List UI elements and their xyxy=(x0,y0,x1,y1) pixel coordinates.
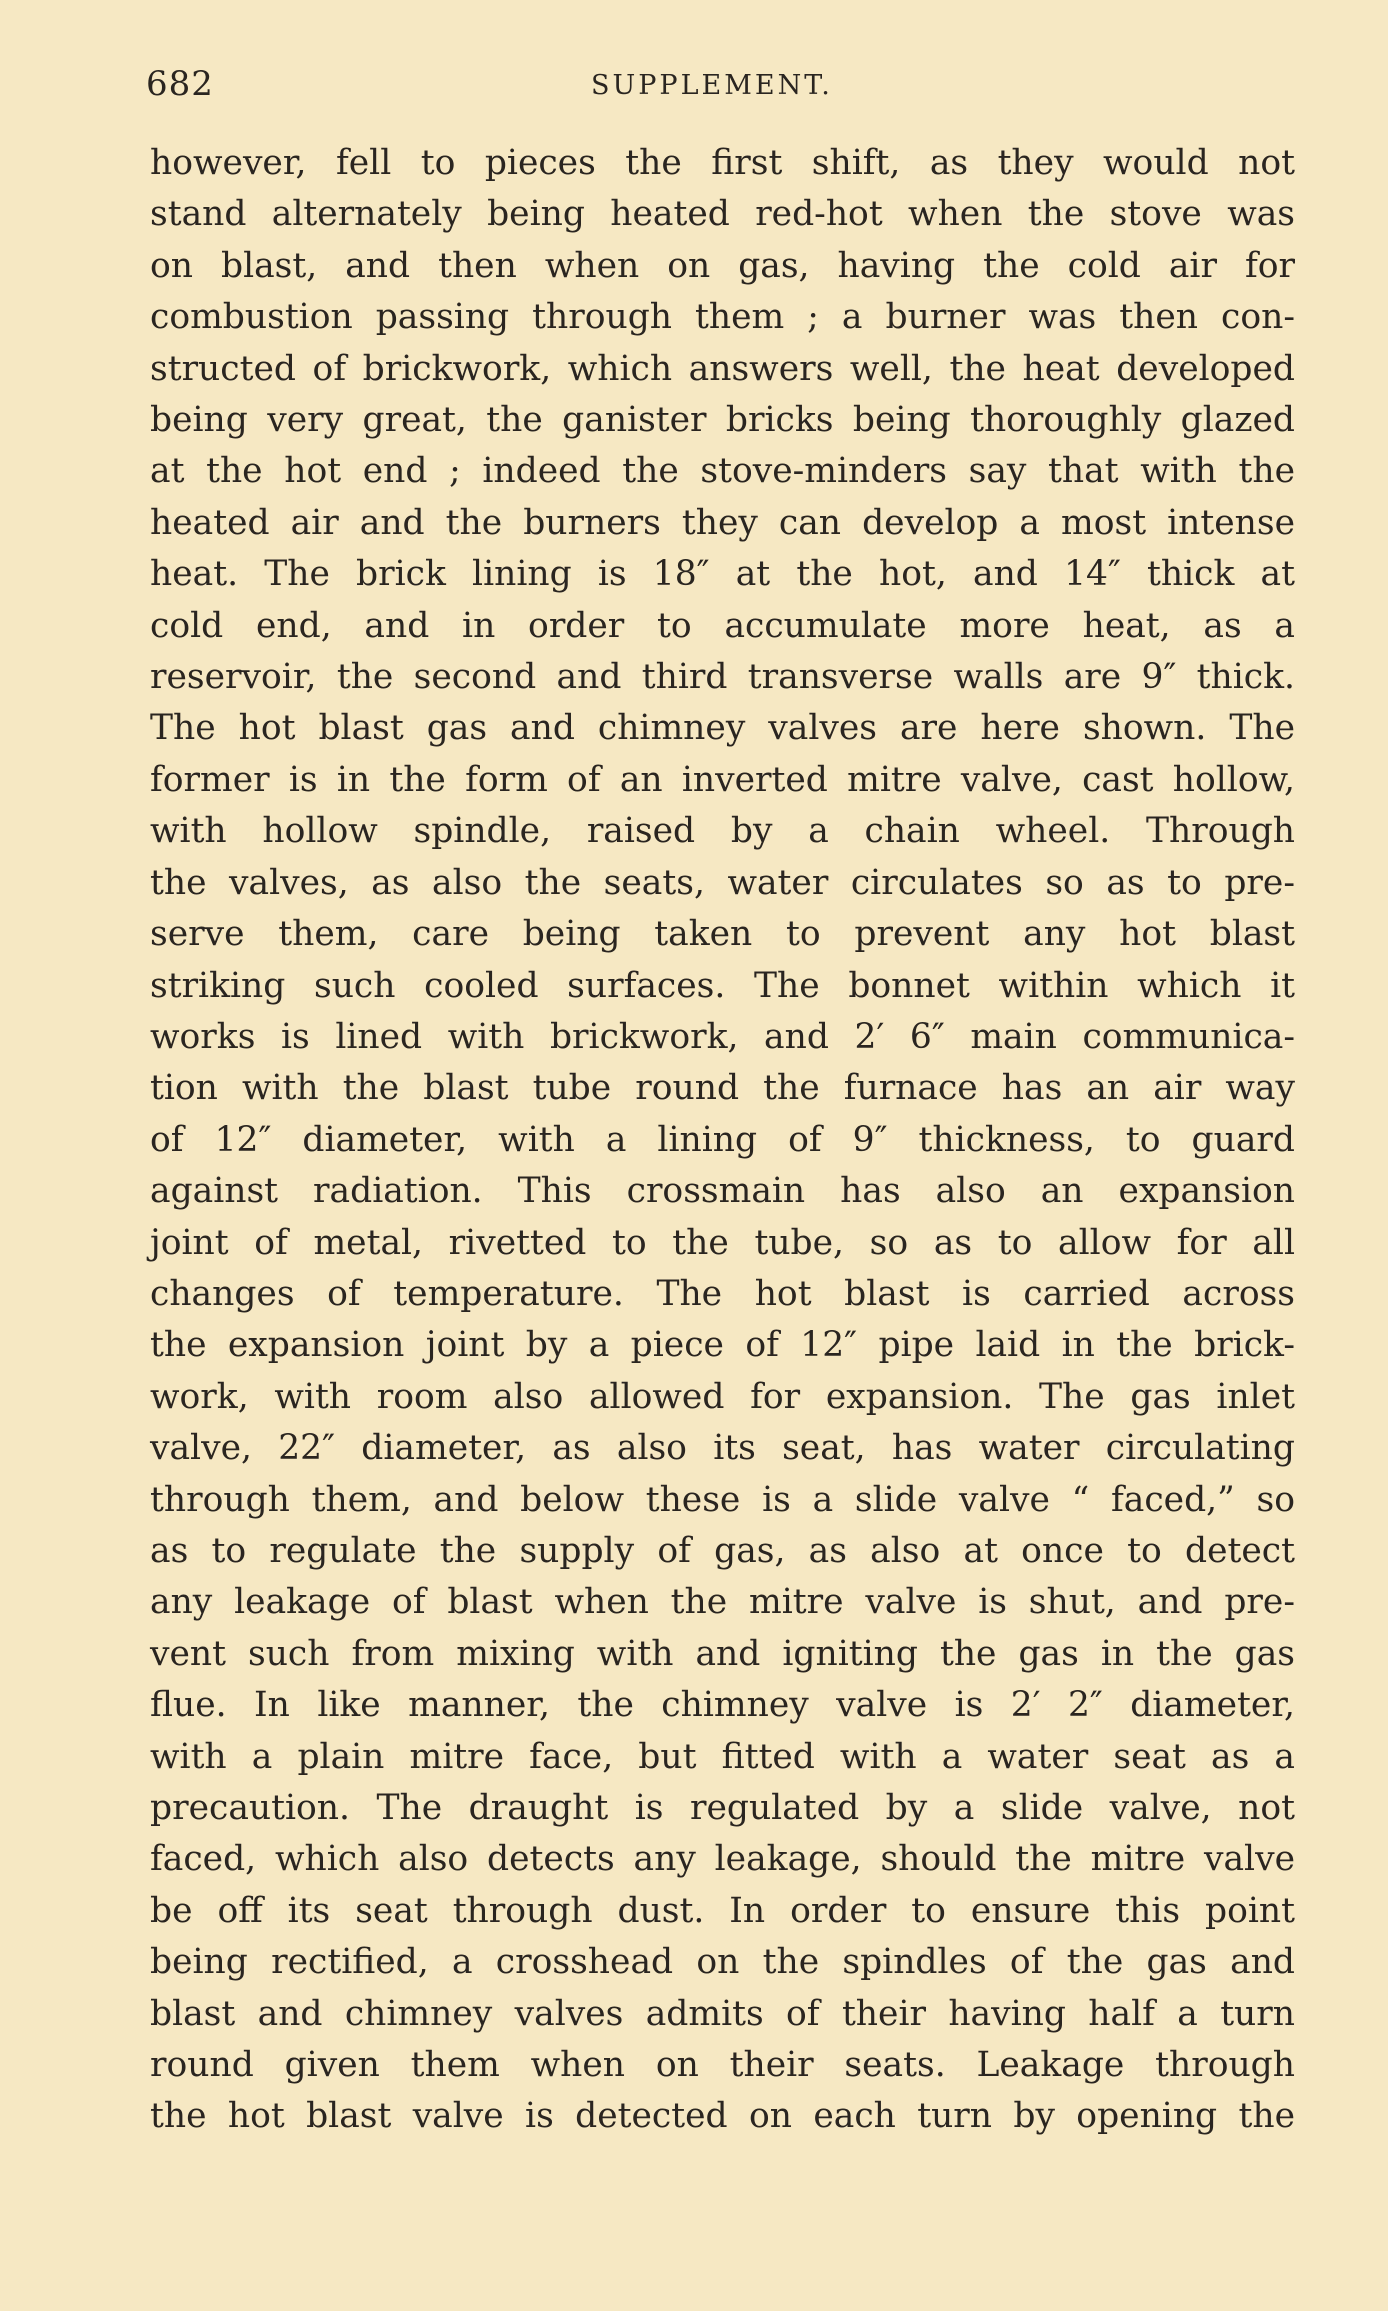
text-line: round given them when on their seats. Leakage through xyxy=(150,2045,1295,2086)
text-line: blast and chimney valves admits of their having half a turn xyxy=(150,1993,1295,2034)
text-line: the hot blast valve is detected on each turn by opening the xyxy=(150,2096,1295,2137)
text-line: stand alternately being heated red-hot when the stove was xyxy=(150,194,1295,235)
text-line: former is in the form of an inverted mitre valve, cast hollow, xyxy=(150,759,1295,800)
text-line: be off its seat through dust. In order to ensure this point xyxy=(150,1890,1295,1931)
text-line: tion with the blast tube round the furnace has an air way xyxy=(150,1068,1295,1109)
text-line: faced, which also detects any leakage, should the mitre valve xyxy=(150,1839,1295,1880)
text-line: reservoir, the second and third transverse walls are 9″ thick. xyxy=(150,657,1295,698)
text-line: as to regulate the supply of gas, as also at once to detect xyxy=(150,1530,1295,1571)
text-line: The hot blast gas and chimney valves are here shown. The xyxy=(150,708,1295,749)
text-line: the expansion joint by a piece of 12″ pipe laid in the brick- xyxy=(150,1325,1295,1366)
text-line: being very great, the ganister bricks being thoroughly glazed xyxy=(150,400,1295,441)
page-number: 682 xyxy=(146,64,214,104)
text-line: vent such from mixing with and igniting the gas in the gas xyxy=(150,1633,1295,1674)
text-line: with a plain mitre face, but fitted with a water seat as a xyxy=(150,1736,1295,1777)
text-line: with hollow spindle, raised by a chain wheel. Through xyxy=(150,811,1295,852)
text-line: valve, 22″ diameter, as also its seat, has water circulating xyxy=(150,1428,1295,1469)
text-line: on blast, and then when on gas, having the cold air for xyxy=(150,245,1295,286)
text-line: combustion passing through them ; a burner was then con- xyxy=(150,297,1295,338)
text-line: however, fell to pieces the first shift, as they would not xyxy=(150,143,1295,183)
text-line: any leakage of blast when the mitre valve is shut, and pre- xyxy=(150,1582,1295,1623)
text-line: at the hot end ; indeed the stove-minders say that with the xyxy=(150,451,1295,492)
page-header xyxy=(146,62,1296,106)
text-line: heat. The brick lining is 18″ at the hot, and 14″ thick at xyxy=(150,554,1295,595)
text-line: precaution. The draught is regulated by a slide valve, not xyxy=(150,1788,1295,1828)
text-line: work, with room also allowed for expansion. The gas inlet xyxy=(150,1376,1295,1417)
text-line: cold end, and in order to accumulate more heat, as a xyxy=(150,605,1295,646)
text-line: of 12″ diameter, with a lining of 9″ thickness, to guard xyxy=(150,1119,1295,1160)
text-line: through them, and below these is a slide valve “ faced,” so xyxy=(150,1479,1295,1520)
text-line: against radiation. This crossmain has also an expansion xyxy=(150,1171,1295,1212)
text-line: changes of temperature. The hot blast is carried across xyxy=(150,1273,1295,1314)
text-line: the valves, as also the seats, water circulates so as to pre- xyxy=(150,862,1295,903)
running-head: SUPPLEMENT. xyxy=(591,70,833,101)
text-line: serve them, care being taken to prevent any hot blast xyxy=(150,914,1295,955)
text-line: being rectified, a crosshead on the spindles of the gas and xyxy=(150,1942,1295,1983)
text-line: striking such cooled surfaces. The bonnet within which it xyxy=(150,965,1295,1006)
text-line: flue. In like manner, the chimney valve is 2′ 2″ diameter, xyxy=(150,1685,1295,1726)
body-text xyxy=(150,138,1295,2143)
text-line: works is lined with brickwork, and 2′ 6″ main communica- xyxy=(150,1016,1295,1057)
text-line: joint of metal, rivetted to the tube, so as to allow for all xyxy=(150,1222,1295,1263)
text-line: structed of brickwork, which answers well, the heat developed xyxy=(150,348,1295,389)
text-line: heated air and the burners they can develop a most intense xyxy=(150,502,1295,543)
